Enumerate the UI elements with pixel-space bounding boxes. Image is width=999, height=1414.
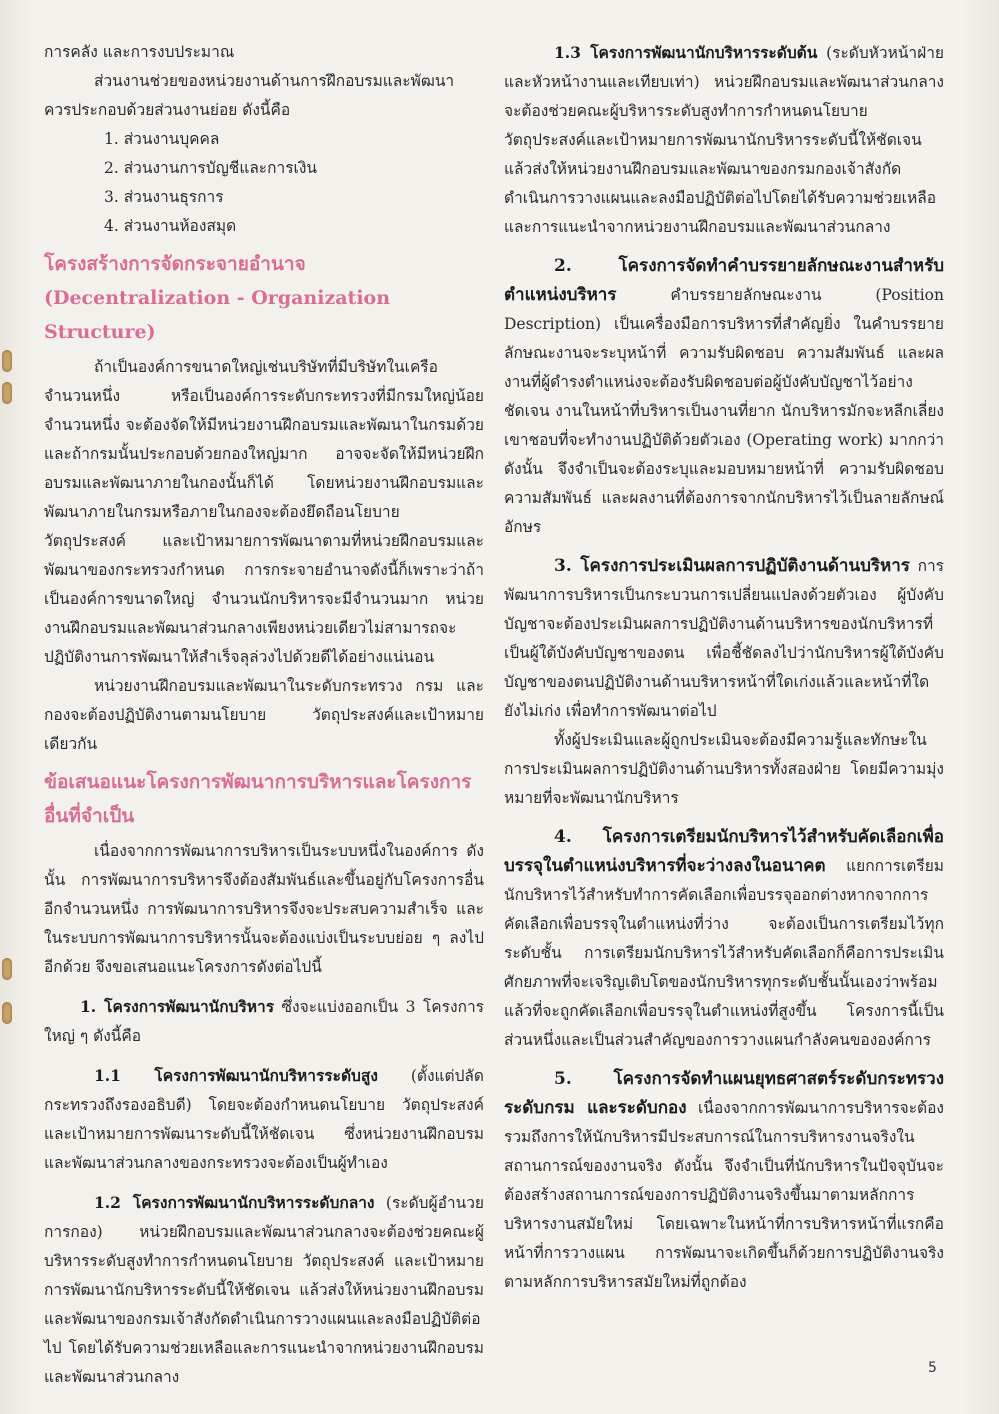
- subheading: 1. โครงการพัฒนานักบริหาร: [80, 997, 275, 1016]
- paragraph: [504, 823, 944, 1055]
- list-item: 4. ส่วนงานห้องสมุด: [104, 217, 237, 235]
- paragraph: การคลัง และการงบประมาณ: [44, 43, 235, 61]
- paragraph-text: การพัฒนาการบริหารเป็นกระบวนการเปลี่ยนแปลงด้วยตัวเอง ผู้บังคับบัญชาจะต้องประเมินผลการปฏิบัติงานด้านบริหารของนักบริหารที่เป็นผู้ใต้บังคับบัญชาของตน เพื่อชี้ชัดลงไปว่านักบริหารผู้ใต้บังคับบัญชาของตนปฏิบัติงานด้านบริหารหน้าที่ใดเก่งแล้วและหน้าที่ใดยังไม่เก่ง เพื่อทำการพัฒนาต่อไป: [504, 557, 944, 720]
- section-heading: โครงสร้างการจัดกระจายอำนาจ (Decentralization - Organization Structure): [44, 253, 391, 343]
- subheading: 1.2 โครงการพัฒนานักบริหารระดับกลาง: [94, 1193, 375, 1212]
- subheading: 1.1 โครงการพัฒนานักบริหารระดับสูง: [94, 1066, 378, 1085]
- paragraph: [504, 38, 944, 242]
- paragraph: หน่วยงานฝึกอบรมและพัฒนาในระดับกระทรวง กรม และกองจะต้องปฏิบัติงานตามนโยบาย วัตถุประสงค์และเป้าหมายเดียวกัน: [44, 677, 484, 753]
- binding-hole: [2, 382, 12, 404]
- list-item: 2. ส่วนงานการบัญชีและการเงิน: [104, 159, 318, 177]
- paragraph-text: (ตั้งแต่ปลัดกระทรวงถึงรองอธิบดี) โดยจะต้องกำหนดนโยบาย วัตถุประสงค์และเป้าหมายการพัฒนาระดับนี้ให้ชัดเจน ซึ่งหน่วยงานฝึกอบรมและพัฒนาส่วนกลางของกระทรวงจะต้องเป็นผู้ทำเอง: [44, 1067, 484, 1172]
- paragraph: [504, 552, 944, 726]
- numbered-list: [44, 125, 484, 241]
- subheading: 2. โครงการจัดทำคำบรรยายลักษณะงานสำหรับตำแหน่งบริหาร: [504, 256, 944, 305]
- paragraph-text: คำบรรยายลักษณะงาน (Position Description) เป็นเครื่องมือการบริหารที่สำคัญยิ่ง ในคำบรรยายลักษณะงานจะระบุหน้าที่ ความรับผิดชอบ ความสัมพันธ์ และผลงานที่ผู้ดำรงตำแหน่งจะต้องรับผิดชอบต่อผู้บังคับบัญชาไว้อย่างชัดเจน งานในหน้าที่บริหารเป็นงานที่ยาก นักบริหารมักจะหลีกเลี่ยง เขาชอบที่จะทำงานปฏิบัติด้วยตัวเอง (Operating work) มากกว่า ดังนั้น จึงจำเป็นจะต้องระบุและมอบหมายหน้าที่ ความรับผิดชอบความสัมพันธ์ และผลงานที่ต้องการจากนักบริหารไว้เป็นลายลักษณ์อักษร: [504, 286, 944, 536]
- right-column: [504, 38, 944, 1297]
- subheading: 1.3 โครงการพัฒนานักบริหารระดับต้น: [554, 43, 818, 62]
- paragraph: ทั้งผู้ประเมินและผู้ถูกประเมินจะต้องมีความรู้และทักษะในการประเมินผลการปฏิบัติงานด้านบริหารทั้งสองฝ่าย โดยมีความมุ่งหมายที่จะพัฒนานักบริหาร: [504, 731, 944, 807]
- paragraph-text: (ระดับหัวหน้าฝ่ายและหัวหน้างานและเทียบเท่า) หน่วยฝึกอบรมและพัฒนาส่วนกลางจะต้องช่วยคณะผู้บริหารระดับสูงทำการกำหนดนโยบาย วัตถุประสงค์และเป้าหมายการพัฒนานักบริหารระดับนี้ให้ชัดเจน แล้วส่งให้หน่วยงานฝึกอบรมและพัฒนาของกรมกองเจ้าสังกัดดำเนินการวางแผนและลงมือปฏิบัติต่อไปโดยได้รับความช่วยเหลือและการแนะนำจากหน่วยงานฝึกอบรมและพัฒนาส่วนกลาง: [504, 44, 944, 236]
- section-heading: ข้อเสนอแนะโครงการพัฒนาการบริหารและโครงการอื่นที่จำเป็น: [44, 771, 472, 827]
- paragraph-text: แยกการเตรียมนักบริหารไว้สำหรับทำการคัดเลือกเพื่อบรรจุออกต่างหากจากการคัดเลือกเพื่อบรรจุในตำแหน่งที่ว่าง จะต้องเป็นการเตรียมไว้ทุกระดับชั้น การเตรียมนักบริหารไว้สำหรับคัดเลือกก็คือการประเมินศักยภาพที่จะเจริญเติบโตของนักบริหารทุกระดับชั้นนั้นเองว่าพร้อมแล้วที่จะถูกคัดเลือกเพื่อบรรจุในตำแหน่งที่สูงขึ้น โครงการนี้เป็นส่วนหนึ่งและเป็นส่วนสำคัญของการวางแผนกำลังคนขององค์การ: [504, 857, 944, 1049]
- paragraph: ส่วนงานช่วยของหน่วยงานด้านการฝึกอบรมและพัฒนา ควรประกอบด้วยส่วนงานย่อย ดังนี้คือ: [44, 72, 455, 119]
- list-item: 3. ส่วนงานธุรการ: [104, 188, 224, 206]
- left-column: [44, 38, 484, 1392]
- paragraph: [44, 1188, 484, 1392]
- paragraph: ถ้าเป็นองค์การขนาดใหญ่เช่นบริษัทที่มีบริษัทในเครือจำนวนหนึ่ง หรือเป็นองค์การระดับกระทรวงที่มีกรมใหญ่น้อยจำนวนหนึ่ง จะต้องจัดให้มีหน่วยงานฝึกอบรมและพัฒนาในกรมด้วย และถ้ากรมนั้นประกอบด้วยกองใหญ่มาก อาจจะจัดให้มีหน่วยฝึกอบรมและพัฒนาภายในกองนั้นก็ได้ โดยหน่วยงานฝึกอบรมและพัฒนาภายในกรมหรือภายในกองจะต้องยึดถือนโยบาย วัตถุประสงค์ และเป้าหมายการพัฒนาตามที่หน่วยฝึกอบรมและพัฒนาของกระทรวงกำหนด การกระจายอำนาจดังนี้ก็เพราะว่าถ้าเป็นองค์การขนาดใหญ่ จำนวนนักบริหารจะมีจำนวนมาก หน่วยงานฝึกอบรมและพัฒนาส่วนกลางเพียงหน่วยเดียวไม่สามารถจะปฏิบัติงานการพัฒนาให้สำเร็จลุล่วงไปด้วยดีได้อย่างแน่นอน: [44, 358, 484, 666]
- paragraph-text: เนื่องจากการพัฒนาการบริหารจะต้องรวมถึงการให้นักบริหารมีประสบการณ์ในการบริหารงานจริงในสถานการณ์ของงานจริง ดังนั้น จึงจำเป็นที่นักบริหารในปัจจุบันจะต้องสร้างสถานการณ์ของการปฏิบัติงานจริงขึ้นมาตามหลักการบริหารงานสมัยใหม่ โดยเฉพาะในหน้าที่การบริหารหน้าที่แรกคือ หน้าที่การวางแผน การพัฒนาจะเกิดขึ้นก็ด้วยการปฏิบัติงานจริงตามหลักการบริหารสมัยใหม่ที่ถูกต้อง: [504, 1099, 944, 1291]
- subheading: 4. โครงการเตรียมนักบริหารไว้สำหรับคัดเลือกเพื่อบรรจุในตำแหน่งบริหารที่จะว่างลงในอนาคต: [504, 827, 944, 876]
- binding-hole: [2, 958, 12, 980]
- paragraph-text: ซึ่งจะแบ่งออกเป็น 3 โครงการใหญ่ ๆ ดังนี้คือ: [44, 998, 484, 1045]
- paragraph: เนื่องจากการพัฒนาการบริหารเป็นระบบหนึ่งในองค์การ ดังนั้น การพัฒนาการบริหารจึงต้องสัมพันธ์และขึ้นอยู่กับโครงการอื่นอีกจำนวนหนึ่ง การพัฒนาการบริหารจึงจะประสบความสำเร็จ และในระบบการพัฒนาการบริหารนั้นจะต้องแบ่งเป็นระบบย่อย ๆ ลงไปอีกด้วย จึงขอเสนอแนะโครงการดังต่อไปนี้: [44, 842, 484, 976]
- binding-hole: [2, 350, 12, 372]
- paragraph: [504, 252, 944, 542]
- list-item: 1. ส่วนงานบุคคล: [104, 130, 220, 148]
- binding-hole: [2, 1002, 12, 1024]
- paragraph-text: (ระดับผู้อำนวยการกอง) หน่วยฝึกอบรมและพัฒนาส่วนกลางจะต้องช่วยคณะผู้บริหารระดับสูงทำการกำหนดนโยบาย วัตถุประสงค์ และเป้าหมาย การพัฒนานักบริหารระดับนี้ให้ชัดเจน แล้วส่งให้หน่วยงานฝึกอบรมและพัฒนาของกรมเจ้าสังกัดดำเนินการวางแผนและลงมือปฏิบัติต่อไป โดยได้รับความช่วยเหลือและการแนะนำจากหน่วยงานฝึกอบรมและพัฒนาส่วนกลาง: [44, 1194, 484, 1386]
- paragraph: [44, 992, 484, 1051]
- page-number: 5: [928, 1360, 937, 1376]
- paragraph: [504, 1065, 944, 1297]
- subheading: 5. โครงการจัดทำแผนยุทธศาสตร์ระดับกระทรวง ระดับกรม และระดับกอง: [504, 1069, 944, 1118]
- subheading: 3. โครงการประเมินผลการปฏิบัติงานด้านบริหาร: [554, 556, 910, 576]
- paragraph: [44, 1061, 484, 1178]
